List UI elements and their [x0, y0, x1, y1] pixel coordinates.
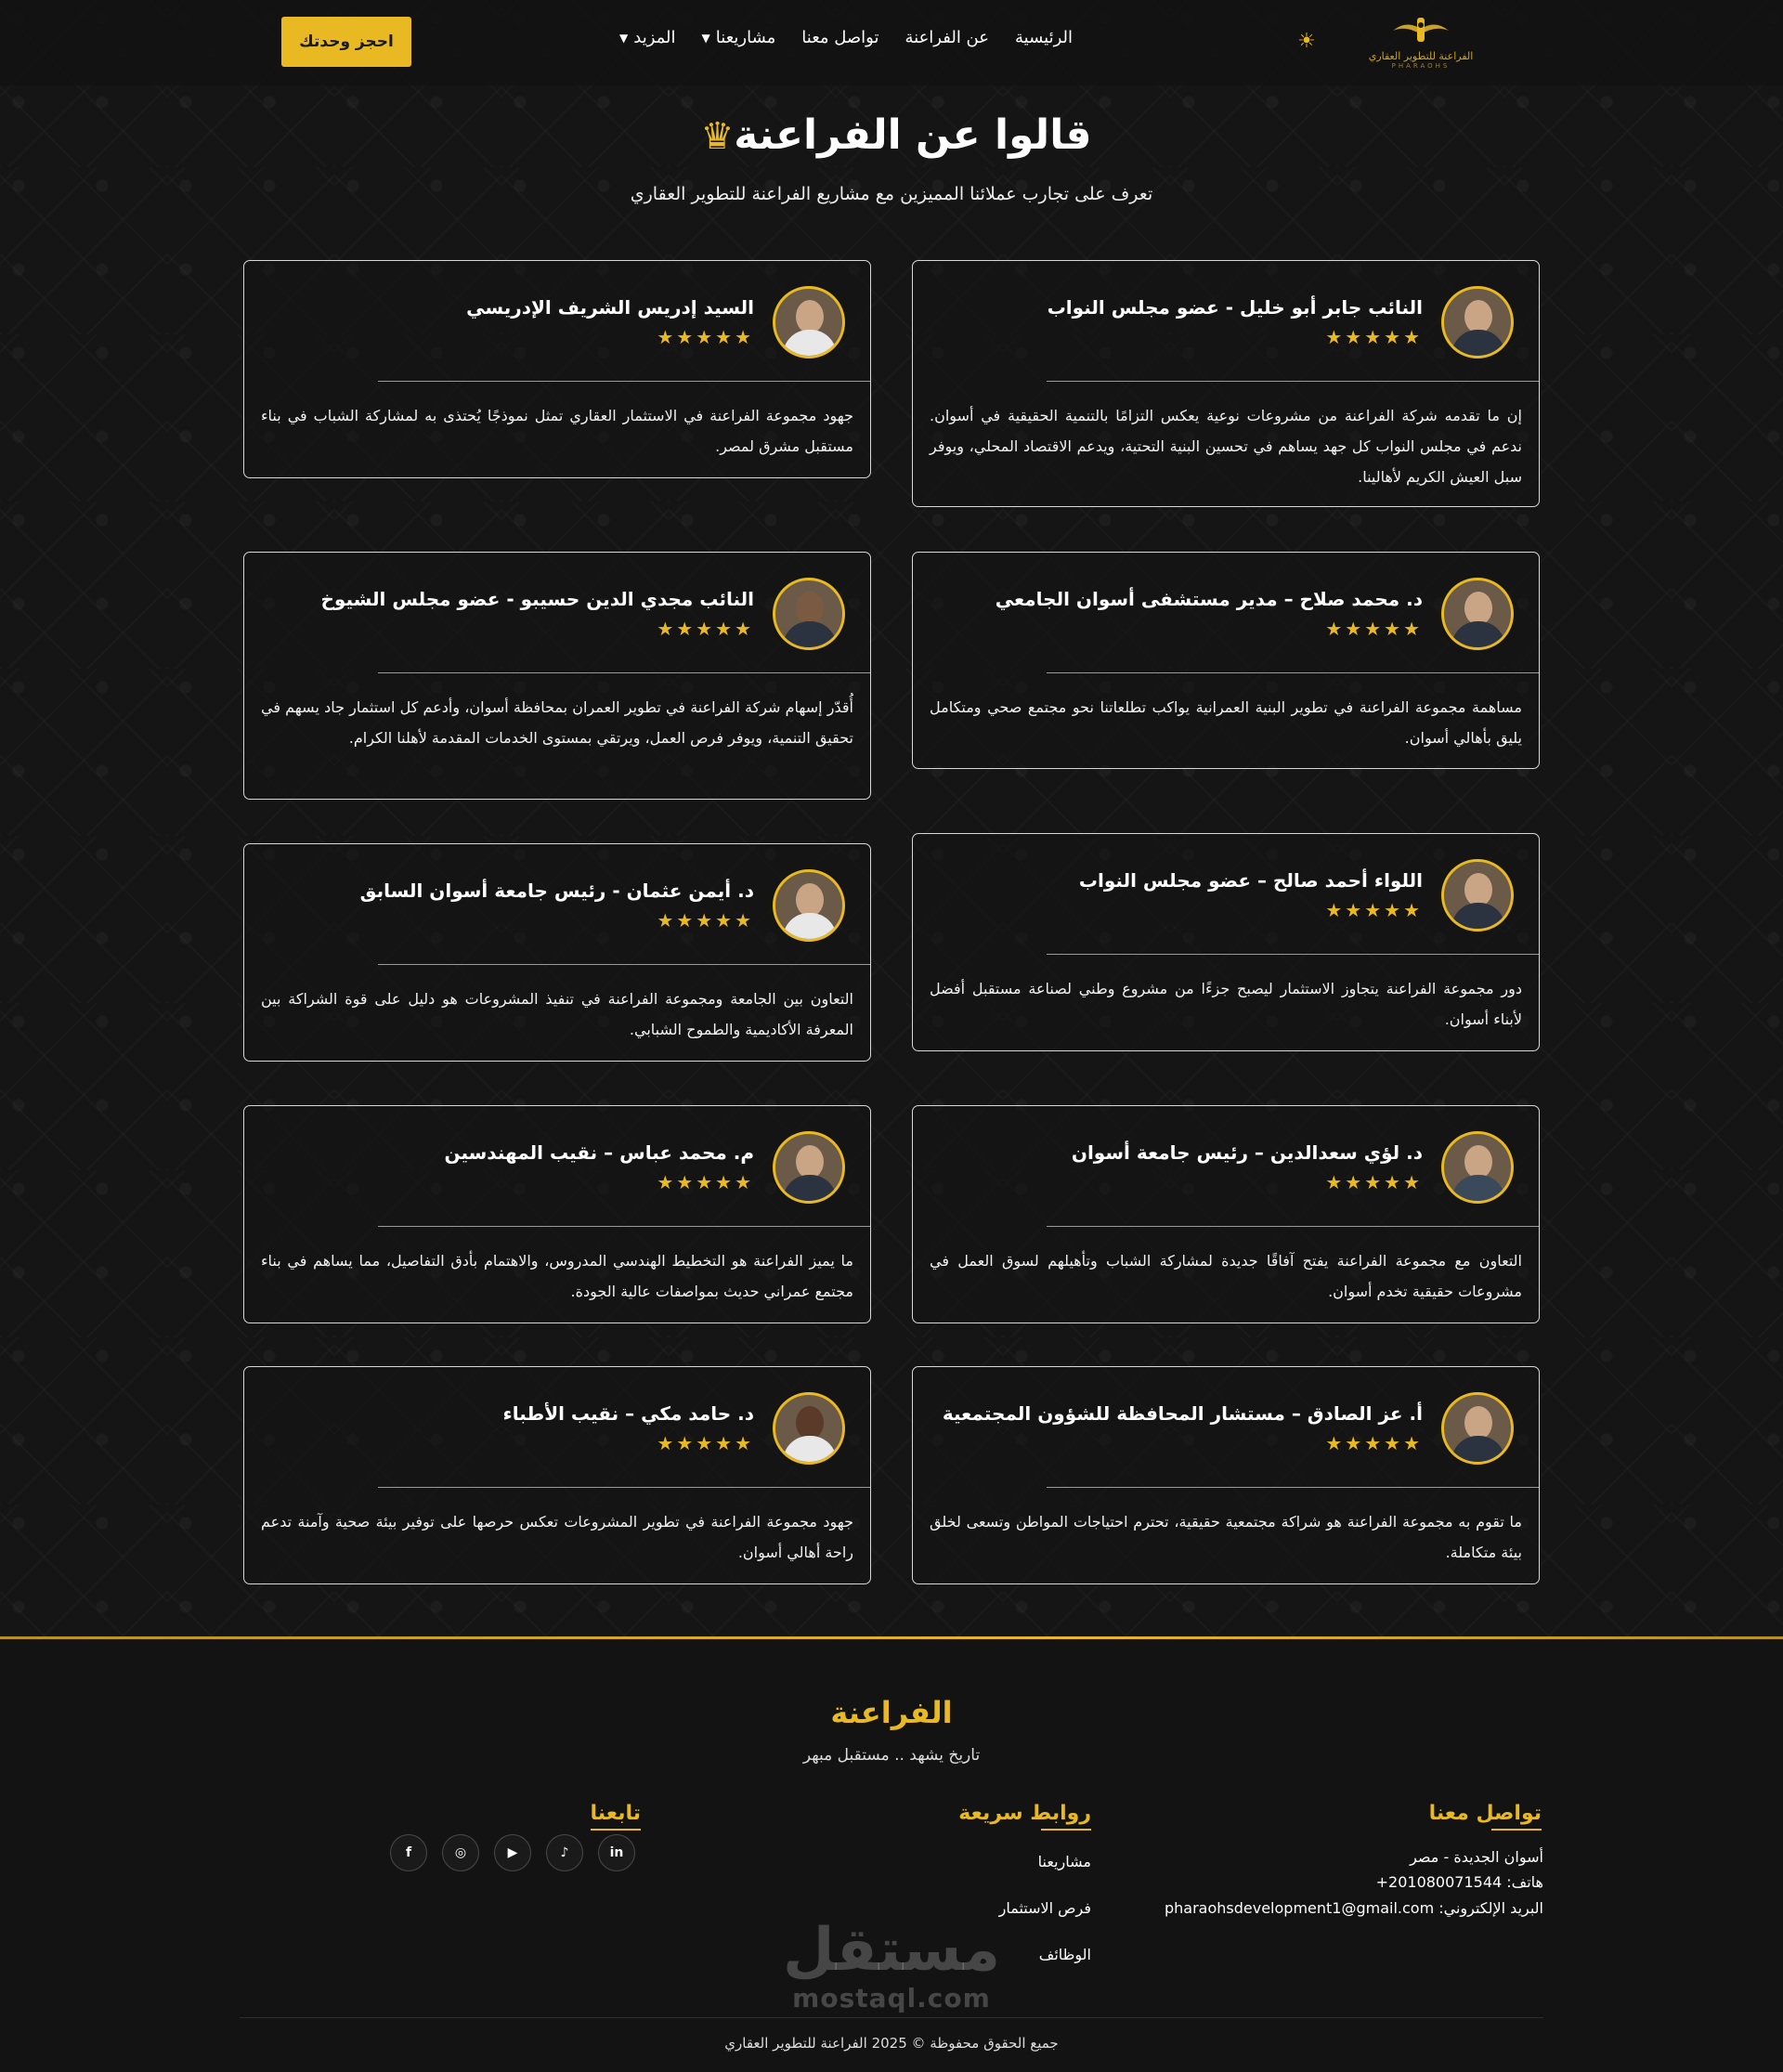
- testimonial-name: النائب مجدي الدين حسيبو - عضو مجلس الشيوخ: [320, 588, 754, 610]
- section-title: [0, 111, 1783, 159]
- testimonial-name: م. محمد عباس – نقيب المهندسين: [444, 1141, 754, 1164]
- testimonial-card: [912, 833, 1540, 1051]
- nav-item-about[interactable]: [905, 28, 989, 47]
- watermark-arabic: مستقل: [782, 1916, 1001, 1985]
- mostaql-watermark: [780, 1918, 1003, 2013]
- testimonial-name: أ. عز الصادق – مستشار المحافظة للشؤون المجتمعية: [942, 1402, 1423, 1425]
- instagram-icon[interactable]: ◎: [442, 1834, 479, 1871]
- testimonial-quote: جهود مجموعة الفراعنة في تطوير المشروعات تعكس حرصها على توفير بيئة صحية وآمنة تدعم راحة أهالي أسوان.: [261, 1513, 853, 1561]
- rating-stars: ★★★★★: [1325, 326, 1423, 348]
- site-header: [0, 0, 1783, 85]
- testimonial-card: [243, 843, 871, 1062]
- testimonial-name: د. حامد مكي – نقيب الأطباء: [502, 1402, 754, 1425]
- footer-brand: الفراعنة: [830, 1695, 953, 1730]
- quick-link-jobs[interactable]: الوظائف: [1038, 1946, 1091, 1963]
- card-divider: [378, 1226, 870, 1227]
- avatar: [773, 286, 845, 358]
- testimonial-name: د. أيمن عثمان - رئيس جامعة أسوان السابق: [359, 880, 754, 902]
- testimonial-card: [912, 552, 1540, 769]
- testimonial-card: [243, 260, 871, 478]
- testimonial-name: النائب جابر أبو خليل - عضو مجلس النواب: [1047, 296, 1423, 319]
- rating-stars: ★★★★★: [1325, 618, 1423, 640]
- card-divider: [378, 381, 870, 382]
- avatar: [1441, 286, 1514, 358]
- section-title-text: قالوا عن الفراعنة: [734, 111, 1092, 159]
- testimonial-card: [243, 1366, 871, 1584]
- testimonial-name: د. لؤي سعدالدين – رئيس جامعة أسوان: [1071, 1141, 1423, 1164]
- nav-item-home[interactable]: [1015, 28, 1073, 47]
- avatar: [1441, 578, 1514, 650]
- card-divider: [378, 672, 870, 673]
- rating-stars: ★★★★★: [1325, 1171, 1423, 1193]
- avatar: [773, 1131, 845, 1204]
- rating-stars: ★★★★★: [657, 326, 754, 348]
- youtube-icon[interactable]: ▶: [494, 1834, 531, 1871]
- avatar: [773, 869, 845, 942]
- avatar: [773, 1392, 845, 1465]
- social-links: [390, 1834, 635, 1871]
- nav-label: تواصل معنا: [801, 28, 879, 47]
- linkedin-icon[interactable]: in: [598, 1834, 635, 1871]
- rating-stars: ★★★★★: [1325, 1432, 1423, 1454]
- site-logo[interactable]: [1365, 9, 1477, 76]
- sun-icon[interactable]: ☀: [1297, 30, 1316, 53]
- testimonial-quote: دور مجموعة الفراعنة يتجاوز الاستثمار ليصبح جزءًا من مشروع وطني لصناعة مستقبل أفضل لأبناء أسوان.: [930, 980, 1522, 1028]
- section-subtitle: تعرف على تجارب عملائنا المميزين مع مشاريع الفراعنة للتطوير العقاري: [630, 184, 1153, 204]
- footer-divider: [240, 2017, 1543, 2018]
- book-unit-button[interactable]: احجز وحدتك: [281, 17, 411, 67]
- tiktok-icon[interactable]: ♪: [546, 1834, 583, 1871]
- nav-item-contact[interactable]: [801, 28, 878, 47]
- facebook-icon[interactable]: f: [390, 1834, 427, 1871]
- testimonial-name: د. محمد صلاح – مدير مستشفى أسوان الجامعي: [995, 588, 1423, 610]
- testimonial-card: [912, 260, 1540, 507]
- card-divider: [1047, 954, 1539, 955]
- testimonial-name: السيد إدريس الشريف الإدريسي: [466, 296, 754, 319]
- testimonial-quote: جهود مجموعة الفراعنة في الاستثمار العقاري تمثل نموذجًا يُحتذى به لمشاركة الشباب في بناء مستقبل مشرق لمصر.: [261, 407, 853, 455]
- rating-stars: ★★★★★: [657, 1432, 754, 1454]
- logo-subtext: PHARAOHS: [1391, 62, 1451, 70]
- nav-label: عن الفراعنة: [905, 28, 989, 47]
- pharaoh-emblem-icon: [1391, 16, 1451, 47]
- card-divider: [1047, 381, 1539, 382]
- copyright-text: جميع الحقوق محفوظة © 2025 الفراعنة للتطوير العقاري: [724, 2035, 1059, 2052]
- contact-email[interactable]: البريد الإلكتروني: pharaohsdevelopment1@gmail.com: [1164, 1899, 1543, 1917]
- quick-links-title: روابط سريعة: [958, 1802, 1091, 1825]
- testimonial-quote: ما يميز الفراعنة هو التخطيط الهندسي المدروس، والاهتمام بأدق التفاصيل، مما يساهم في بناء مجتمع عمراني حديث بمواصفات عالية الجودة.: [261, 1252, 853, 1300]
- testimonial-quote: ما تقوم به مجموعة الفراعنة هو شراكة مجتمعية حقيقية، تحترم احتياجات المواطن وتسعى لخلق بيئة متكاملة.: [930, 1513, 1522, 1561]
- testimonial-quote: إن ما تقدمه شركة الفراعنة من مشروعات نوعية يعكس التزامًا بالتنمية الحقيقية في أسوان. ندعم في مجلس النواب كل جهد يساهم في تحسين البنية التحتية، ويدعم الاقتصاد المحلي، ويوفر سبل العيش الكريم لأهالينا.: [930, 407, 1522, 486]
- nav-label: الرئيسية: [1015, 28, 1073, 47]
- avatar: [1441, 1392, 1514, 1465]
- testimonial-name: اللواء أحمد صالح – عضو مجلس النواب: [1078, 869, 1423, 892]
- card-divider: [378, 964, 870, 965]
- rating-stars: ★★★★★: [1325, 899, 1423, 921]
- testimonial-quote: التعاون بين الجامعة ومجموعة الفراعنة في تنفيذ المشروعات هو دليل على قوة الشراكة بين المعرفة الأكاديمية والطموح الشبابي.: [261, 990, 853, 1038]
- contact-address: أسوان الجديدة - مصر: [1410, 1848, 1543, 1866]
- card-divider: [1047, 1226, 1539, 1227]
- rating-stars: ★★★★★: [657, 1171, 754, 1193]
- footer-tagline: تاريخ يشهد .. مستقبل مبهر: [802, 1746, 981, 1765]
- avatar: [773, 578, 845, 650]
- rating-stars: ★★★★★: [657, 618, 754, 640]
- testimonial-card: [243, 552, 871, 800]
- testimonial-quote: أُقدّر إسهام شركة الفراعنة في تطوير العمران بمحافظة أسوان، وأدعم كل استثمار جاد يسهم في تحقيق التنمية، ويوفر فرص العمل، ويرتقي بمستوى الخدمات المقدمة لأهلنا الكرام.: [261, 698, 853, 747]
- nav-item-more[interactable]: [619, 28, 676, 47]
- card-divider: [1047, 672, 1539, 673]
- caret-down-icon: ▼: [701, 31, 710, 45]
- testimonial-card: [912, 1366, 1540, 1584]
- testimonial-quote: التعاون مع مجموعة الفراعنة يفتح آفاقًا جديدة لمشاركة الشباب وتأهيلهم لسوق العمل في مشروعات حقيقية تخدم أسوان.: [930, 1252, 1522, 1300]
- watermark-latin: mostaql.com: [792, 1983, 991, 2013]
- nav-label: المزيد: [633, 28, 676, 47]
- card-divider: [1047, 1487, 1539, 1488]
- card-divider: [378, 1487, 870, 1488]
- quick-link-projects[interactable]: مشاريعنا: [1037, 1853, 1091, 1870]
- contact-title: تواصل معنا: [1428, 1802, 1542, 1825]
- crown-icon: ♛: [700, 115, 735, 158]
- avatar: [1441, 859, 1514, 932]
- testimonial-card: [912, 1105, 1540, 1323]
- logo-text: الفراعنة للتطوير العقاري: [1368, 50, 1474, 62]
- nav-label: مشاريعنا: [715, 28, 776, 47]
- caret-down-icon: ▼: [619, 31, 629, 45]
- rating-stars: ★★★★★: [657, 909, 754, 932]
- site-footer: [0, 1639, 1783, 2072]
- testimonial-card: [243, 1105, 871, 1323]
- follow-title: تابعنا: [590, 1802, 641, 1825]
- avatar: [1441, 1131, 1514, 1204]
- quick-link-investment[interactable]: فرص الاستثمار: [998, 1899, 1091, 1917]
- testimonial-quote: مساهمة مجموعة الفراعنة في تطوير البنية العمرانية يواكب تطلعاتنا نحو مجتمع صحي ومتكامل يليق بأهالي أسوان.: [930, 698, 1522, 747]
- main-nav: [619, 28, 1073, 47]
- contact-phone[interactable]: هاتف: 201080071544+: [1375, 1873, 1543, 1891]
- nav-item-projects[interactable]: [702, 28, 776, 47]
